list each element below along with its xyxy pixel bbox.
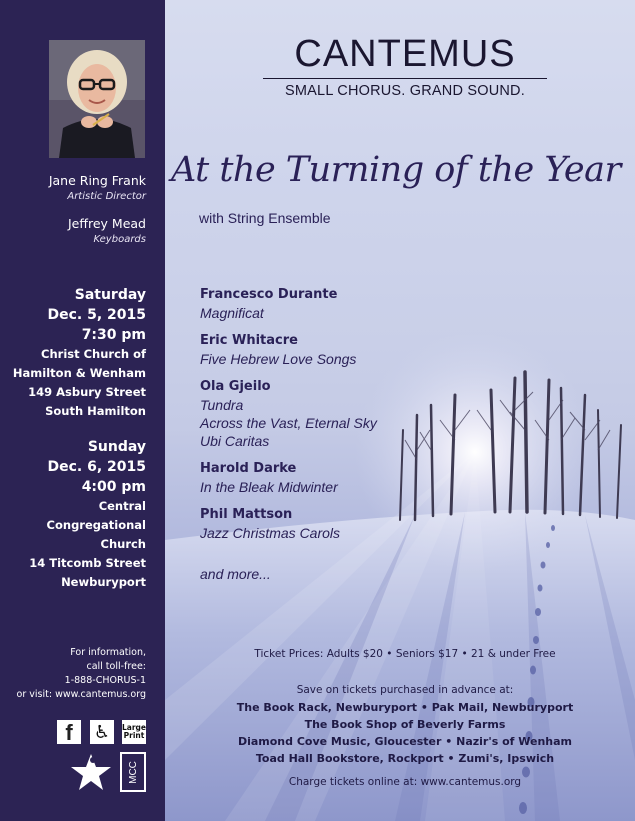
- event-venue-line: Christ Church of: [41, 347, 146, 361]
- work: Across the Vast, Eternal Sky: [200, 415, 377, 431]
- mcc-label: MCC: [127, 760, 139, 784]
- event-date: Dec. 6, 2015: [47, 459, 146, 475]
- program-list: [200, 286, 377, 552]
- sidebar: [0, 0, 165, 821]
- brand-logo: CANTEMUS: [294, 33, 516, 75]
- event-date: Dec. 5, 2015: [47, 307, 146, 323]
- work: Ubi Caritas: [200, 433, 270, 449]
- program-item: [200, 332, 377, 368]
- info-line: call toll-free:: [86, 661, 146, 672]
- work: In the Bleak Midwinter: [200, 479, 338, 495]
- composer: Eric Whitacre: [200, 333, 298, 348]
- contact-info: [17, 646, 146, 702]
- event-venue-line: Newburyport: [61, 575, 146, 589]
- concert-subtitle: with String Ensemble: [199, 210, 331, 226]
- program-item: [200, 286, 377, 322]
- program-item: [200, 460, 377, 496]
- credit-name: Jeffrey Mead: [68, 216, 146, 231]
- mcc-logo: [120, 752, 146, 792]
- program-item: [200, 506, 377, 542]
- facebook-icon[interactable]: [57, 720, 81, 744]
- wheelchair-glyph: ♿: [93, 721, 111, 743]
- large-print-icon: [122, 720, 146, 744]
- wheelchair-accessible-icon: [90, 720, 114, 744]
- credit-name: Jane Ring Frank: [48, 173, 146, 188]
- outlet-line: Diamond Cove Music, Gloucester • Nazir's of Wenham: [237, 735, 573, 748]
- brand-tagline: SMALL CHORUS. GRAND SOUND.: [285, 83, 525, 99]
- event-venue-line: Congregational: [46, 518, 146, 532]
- info-line: For information,: [70, 647, 146, 658]
- work: Tundra: [200, 397, 244, 413]
- concert-title: At the Turning of the Year: [171, 150, 621, 190]
- poster-main: [165, 0, 635, 821]
- outlet-line: The Book Shop of Beverly Farms: [304, 718, 506, 731]
- composer: Harold Darke: [200, 461, 297, 476]
- large-print-label: Large: [122, 723, 146, 732]
- event-venue-line: Central: [98, 499, 146, 513]
- work: Magnificat: [200, 305, 264, 321]
- info-link[interactable]: or visit: www.cantemus.org: [16, 689, 146, 700]
- credit-role: Artistic Director: [67, 191, 146, 202]
- and-more-text: and more...: [200, 566, 271, 582]
- event-venue-line: 149 Asbury Street: [28, 385, 146, 399]
- event-venue-line: 14 Titcomb Street: [29, 556, 146, 570]
- composer: Francesco Durante: [200, 287, 338, 302]
- event-venue-line: South Hamilton: [45, 404, 146, 418]
- outlet-line: The Book Rack, Newburyport • Pak Mail, Newburyport: [236, 701, 574, 714]
- composer: Ola Gjeilo: [200, 379, 271, 394]
- event-saturday: [13, 285, 146, 421]
- event-time: 4:00 pm: [81, 479, 146, 495]
- program-item: [200, 378, 377, 450]
- credit-role: Keyboards: [93, 234, 146, 245]
- work: Five Hebrew Love Songs: [200, 351, 357, 367]
- credit-director: [49, 173, 146, 202]
- outlets-lead: Save on tickets purchased in advance at:: [296, 684, 514, 696]
- ticket-outlets: [200, 682, 610, 767]
- composer: Phil Mattson: [200, 507, 293, 522]
- event-time: 7:30 pm: [81, 327, 146, 343]
- credit-keyboards: [68, 216, 146, 245]
- online-tickets-link[interactable]: Charge tickets online at: www.cantemus.org: [288, 776, 522, 788]
- star-performer-logo: [67, 752, 115, 792]
- director-portrait: [49, 40, 145, 158]
- event-sunday: [29, 437, 146, 592]
- work: Jazz Christmas Carols: [200, 525, 341, 541]
- event-day: Sunday: [87, 439, 146, 455]
- event-day: Saturday: [74, 287, 146, 303]
- event-venue-line: Church: [100, 537, 146, 551]
- brand: [255, 32, 555, 99]
- outlet-line: Toad Hall Bookstore, Rockport • Zumi's, Ipswich: [255, 752, 555, 765]
- event-venue-line: Hamilton & Wenham: [12, 366, 146, 380]
- brand-rule: [263, 78, 547, 79]
- info-line: 1-888-CHORUS-1: [64, 675, 146, 686]
- facebook-glyph: f: [65, 720, 73, 745]
- ticket-prices: Ticket Prices: Adults $20 • Seniors $17 • 21 & under Free: [254, 648, 556, 660]
- large-print-label: Print: [123, 731, 145, 740]
